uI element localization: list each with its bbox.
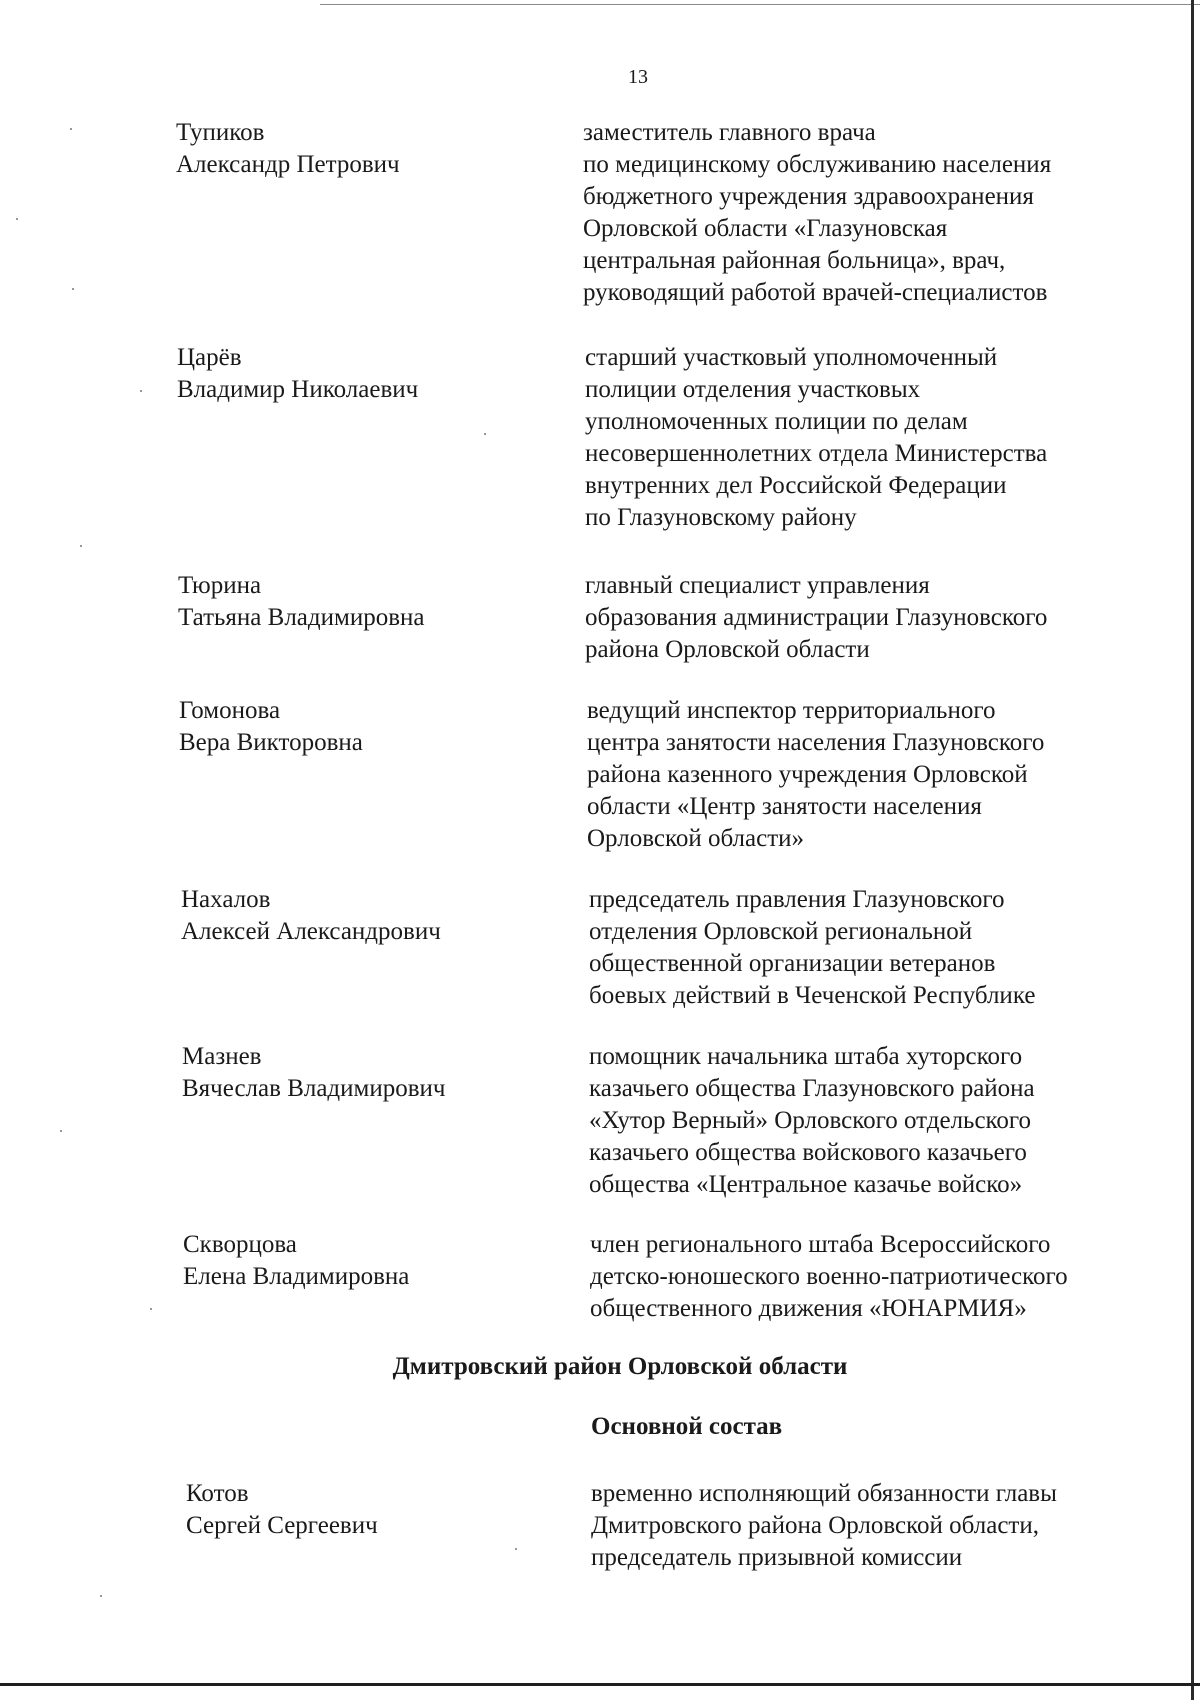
member-position xyxy=(587,695,1044,855)
position-line: боевых действий в Чеченской Республике xyxy=(589,982,1036,1009)
member-given-names: Владимир Николаевич xyxy=(177,376,419,403)
scan-speck xyxy=(60,1130,62,1132)
position-line: Орловской области «Глазуновская xyxy=(583,215,948,242)
member-surname: Мазнев xyxy=(182,1043,262,1070)
position-line: старший участковый уполномоченный xyxy=(585,344,998,371)
position-line: образования администрации Глазуновского xyxy=(585,604,1048,631)
scan-right-edge xyxy=(1191,0,1194,1700)
member-surname: Котов xyxy=(186,1480,249,1507)
scan-speck xyxy=(16,218,18,220)
member-given-names: Татьяна Владимировна xyxy=(178,604,425,631)
member-given-names: Алексей Александрович xyxy=(181,918,441,945)
scan-speck xyxy=(70,128,72,130)
scan-speck xyxy=(150,1308,152,1310)
member-position xyxy=(585,570,1047,666)
position-line: ведущий инспектор территориального xyxy=(587,697,996,724)
member-name xyxy=(183,1229,409,1293)
position-line: общественной организации ветеранов xyxy=(589,950,996,977)
member-position xyxy=(589,1041,1035,1201)
member-name xyxy=(186,1478,378,1542)
member-name xyxy=(182,1041,446,1105)
position-line: центральная районная больница», врач, xyxy=(583,247,1006,274)
subsection-heading: Основной состав xyxy=(591,1413,783,1440)
position-line: «Хутор Верный» Орловского отдельского xyxy=(589,1107,1032,1134)
position-line: казачьего общества войскового казачьего xyxy=(589,1139,1027,1166)
member-given-names: Сергей Сергеевич xyxy=(186,1512,378,1539)
position-line: Орловской области» xyxy=(587,825,805,852)
member-surname: Скворцова xyxy=(183,1231,297,1258)
scan-top-rule xyxy=(320,4,1200,5)
position-line: главный специалист управления xyxy=(585,572,930,599)
member-surname: Нахалов xyxy=(181,886,271,913)
member-position xyxy=(583,117,1051,309)
position-line: казачьего общества Глазуновского района xyxy=(589,1075,1035,1102)
position-line: района Орловской области xyxy=(585,636,870,663)
scan-speck xyxy=(140,390,142,392)
scan-speck xyxy=(72,288,74,290)
member-given-names: Вера Викторовна xyxy=(179,729,363,756)
member-name xyxy=(181,884,441,948)
position-line: центра занятости населения Глазуновского xyxy=(587,729,1045,756)
member-given-names: Вячеслав Владимирович xyxy=(182,1075,446,1102)
position-line: области «Центр занятости населения xyxy=(587,793,982,820)
page-number: 13 xyxy=(628,66,648,88)
position-line: заместитель главного врача xyxy=(583,119,876,146)
member-position xyxy=(591,1478,1057,1574)
member-position xyxy=(585,342,1047,534)
position-line: общественного движения «ЮНАРМИЯ» xyxy=(590,1295,1027,1322)
position-line: председатель призывной комиссии xyxy=(591,1544,963,1571)
scan-speck xyxy=(515,1548,517,1550)
position-line: помощник начальника штаба хуторского xyxy=(589,1043,1023,1070)
position-line: по Глазуновскому району xyxy=(585,504,857,531)
member-name xyxy=(177,342,418,406)
position-line: полиции отделения участковых xyxy=(585,376,921,403)
position-line: по медицинскому обслуживанию населения xyxy=(583,151,1052,178)
member-position xyxy=(590,1229,1068,1325)
member-name xyxy=(178,570,424,634)
position-line: бюджетного учреждения здравоохранения xyxy=(583,183,1034,210)
position-line: временно исполняющий обязанности главы xyxy=(591,1480,1057,1507)
scan-bottom-edge xyxy=(0,1683,1200,1686)
member-surname: Гомонова xyxy=(179,697,281,724)
member-surname: Тюрина xyxy=(178,572,262,599)
position-line: член регионального штаба Всероссийского xyxy=(590,1231,1051,1258)
member-surname: Тупиков xyxy=(176,119,265,146)
scan-speck xyxy=(80,545,82,547)
position-line: района казенного учреждения Орловской xyxy=(587,761,1028,788)
member-name xyxy=(179,695,363,759)
position-line: уполномоченных полиции по делам xyxy=(585,408,968,435)
position-line: Дмитровского района Орловской области, xyxy=(591,1512,1039,1539)
member-position xyxy=(589,884,1035,1012)
scan-speck xyxy=(100,1595,102,1597)
position-line: несовершеннолетних отдела Министерства xyxy=(585,440,1048,467)
member-surname: Царёв xyxy=(177,344,242,371)
district-heading: Дмитровский район Орловской области xyxy=(392,1353,848,1380)
member-name xyxy=(176,117,400,181)
position-line: общества «Центральное казачье войско» xyxy=(589,1171,1023,1198)
position-line: председатель правления Глазуновского xyxy=(589,886,1005,913)
scan-speck xyxy=(484,433,486,435)
position-line: внутренних дел Российской Федерации xyxy=(585,472,1007,499)
position-line: отделения Орловской региональной xyxy=(589,918,973,945)
position-line: детско-юношеского военно-патриотического xyxy=(590,1263,1068,1290)
member-given-names: Елена Владимировна xyxy=(183,1263,410,1290)
member-given-names: Александр Петрович xyxy=(176,151,400,178)
position-line: руководящий работой врачей-специалистов xyxy=(583,279,1048,306)
